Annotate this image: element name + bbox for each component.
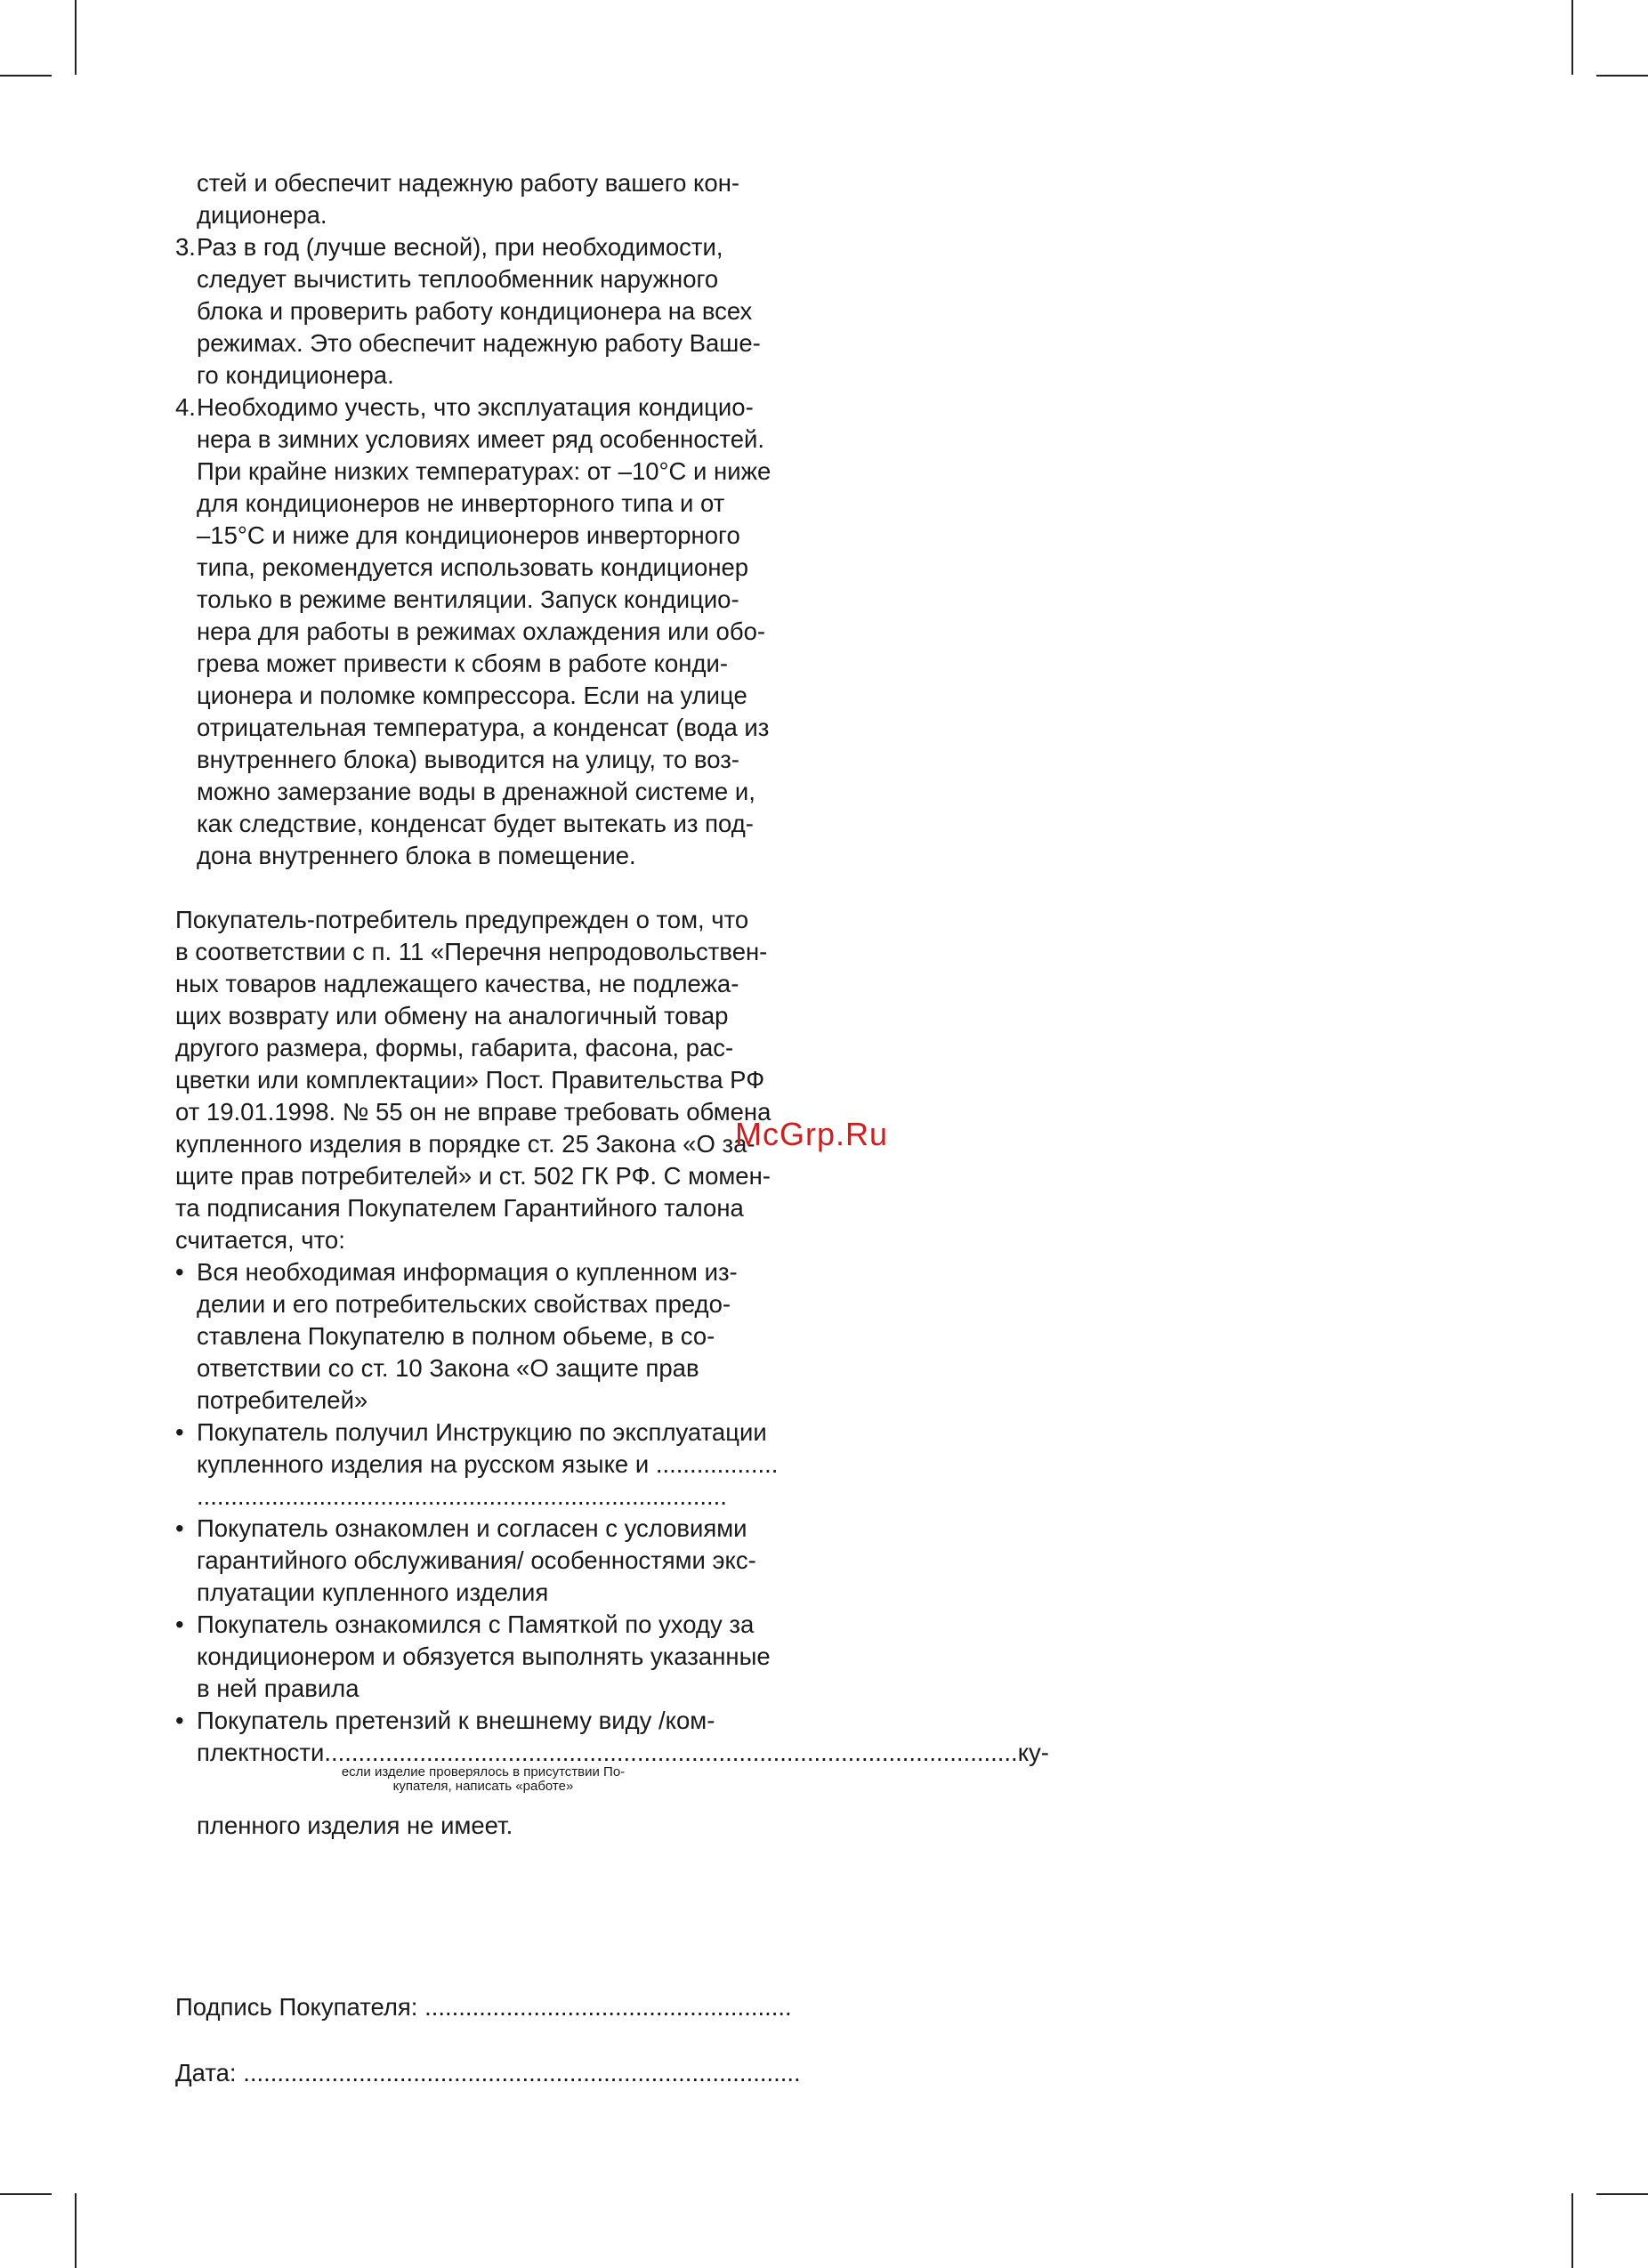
buyer-paragraph — [175, 904, 805, 1256]
text-line: Необходимо учесть, что эксплуатация кондицио- — [197, 393, 754, 421]
text-line: режимах. Это обеспечит надежную работу Ваше- — [197, 329, 761, 357]
text-line: в ней правила — [197, 1675, 359, 1702]
crop-mark-bottom-right-h — [1596, 2193, 1648, 2195]
numbered-item-3 — [175, 231, 805, 391]
text-line: как следствие, конденсат будет вытекать из под- — [197, 810, 754, 837]
text-line: –15°С и ниже для кондиционеров инверторного — [197, 521, 740, 549]
text-line: от 19.01.1998. № 55 он не вправе требовать обмена — [175, 1098, 771, 1126]
text-line: стей и обеспечит надежную работу вашего кон- — [197, 169, 740, 197]
text-line: Раз в год (лучше весной), при необходимости, — [197, 233, 723, 261]
bullet-icon: • — [175, 1514, 184, 1542]
text-line: кондиционером и обязуется выполнять указанные — [197, 1642, 771, 1670]
text-line: Покупатель получил Инструкцию по эксплуатации — [197, 1418, 767, 1446]
bullet-item-conditions — [175, 1513, 805, 1609]
date-field[interactable]: .................................................................................. — [243, 2059, 801, 2086]
numbered-item-4 — [175, 391, 805, 872]
text-line: потребителей» — [197, 1386, 368, 1414]
text-line: можно замерзание воды в дренажной системе и, — [197, 778, 755, 805]
bullet-icon: • — [175, 1707, 184, 1734]
text-line: ответствии со ст. 10 Закона «О защите прав — [197, 1354, 699, 1382]
text-line: Покупатель ознакомился с Памяткой по уходу за — [197, 1610, 755, 1638]
bullet-icon: • — [175, 1258, 184, 1286]
text-line: считается, что: — [175, 1226, 345, 1254]
bullet-icon: • — [175, 1610, 184, 1638]
text-line: пленного изделия не имеет. — [197, 1812, 513, 1839]
text-line: в соответствии с п. 11 «Перечня непродовольствен- — [175, 938, 768, 965]
crop-mark-bottom-left-h — [0, 2193, 52, 2195]
text-line: только в режиме вентиляции. Запуск кондицио- — [197, 585, 739, 613]
text-line: щих возврату или обмену на аналогичный товар — [175, 1002, 729, 1029]
text-line: диционера. — [197, 201, 327, 229]
bullet-item-memo — [175, 1609, 805, 1705]
text-line: грева может привести к сбоям в работе конди- — [197, 650, 729, 677]
text-line: купленного изделия на русском языке и .................. — [197, 1450, 779, 1478]
instruction-language-field[interactable]: .............................................................................. — [197, 1482, 727, 1510]
text-line: Покупатель-потребитель предупрежден о том, что — [175, 906, 749, 933]
text-line: цветки или комплектации» Пост. Правительства РФ — [175, 1066, 765, 1094]
text-line: го кондиционера. — [197, 361, 394, 389]
watermark: McGrp.Ru — [735, 1116, 889, 1152]
text-line: для кондиционеров не инверторного типа и от — [197, 489, 725, 517]
text-line: ставлена Покупателю в полном обьеме, в со- — [197, 1322, 715, 1350]
date-row — [175, 2059, 805, 2087]
text-line: нера в зимних условиях имеет ряд особенностей. — [197, 425, 764, 453]
text-line: отрицательная температура, а конденсат (вода из — [197, 714, 770, 741]
paragraph-gap — [175, 872, 805, 904]
text-line: плуатации купленного изделия — [197, 1578, 549, 1606]
text-line: дона внутреннего блока в помещение. — [197, 842, 636, 869]
text-line: ционера и поломке компрессора. Если на улице — [197, 682, 747, 709]
text-line: следует вычистить теплообменник наружного — [197, 265, 719, 293]
top-fragment — [175, 167, 805, 231]
text-fragment: ку- — [1017, 1739, 1049, 1766]
crop-mark-top-left — [75, 0, 77, 75]
text-line: блока и проверить работу кондиционера на всех — [197, 297, 753, 325]
list-number: 4. — [175, 393, 196, 421]
signature-row — [175, 1993, 805, 2022]
text-line: Вся необходимая информация о купленном из- — [197, 1258, 738, 1286]
signature-label: Подпись Покупателя: — [175, 1993, 418, 2021]
signature-field[interactable]: ...................................................... — [424, 1993, 792, 2021]
crop-mark-top-left-h — [0, 75, 52, 77]
text-line: ных товаров надлежащего качества, не подлежа- — [175, 970, 739, 997]
crop-mark-bottom-right — [1571, 2193, 1573, 2268]
text-fragment: плектности — [197, 1739, 325, 1766]
date-label: Дата: — [175, 2059, 237, 2086]
text-line: Покупатель ознакомлен и согласен с условиями — [197, 1514, 747, 1542]
text-line: При крайне низких температурах: от –10°С и ниже — [197, 457, 771, 485]
hint-line: купателя, написать «работе» — [392, 1779, 574, 1794]
claims-fill-field[interactable]: ...................................................................................................... — [324, 1739, 1018, 1766]
fill-hint — [175, 1765, 770, 1794]
crop-mark-bottom-left — [75, 2193, 77, 2268]
text-line: другого размера, формы, габарита, фасона, рас- — [175, 1034, 734, 1061]
text-line: щите прав потребителей» и ст. 502 ГК РФ. С момен- — [175, 1162, 771, 1190]
list-number: 3. — [175, 233, 196, 261]
bullet-item-instruction — [175, 1416, 805, 1481]
crop-mark-top-right — [1571, 0, 1573, 75]
text-line: гарантийного обслуживания/ особенностями экс- — [197, 1546, 756, 1574]
text-line: делии и его потребительских свойствах предо- — [197, 1290, 731, 1318]
text-line: та подписания Покупателем Гарантийного талона — [175, 1194, 744, 1222]
bullet-item-information — [175, 1256, 805, 1416]
crop-mark-top-right-h — [1596, 75, 1648, 77]
hint-line: если изделие проверялось в присутствии По- — [341, 1764, 626, 1780]
text-line: внутреннего блока) выводится на улицу, то воз- — [197, 746, 739, 773]
text-line: Покупатель претензий к внешнему виду /ком- — [197, 1707, 715, 1734]
text-line: типа, рекомендуется использовать кондиционер — [197, 553, 749, 581]
text-line: купленного изделия в порядке ст. 25 Закона «О за- — [175, 1130, 755, 1158]
bullet-item-claims — [175, 1705, 805, 1737]
bullet-icon: • — [175, 1418, 184, 1446]
text-line: нера для работы в режимах охлаждения или обо- — [197, 617, 766, 645]
